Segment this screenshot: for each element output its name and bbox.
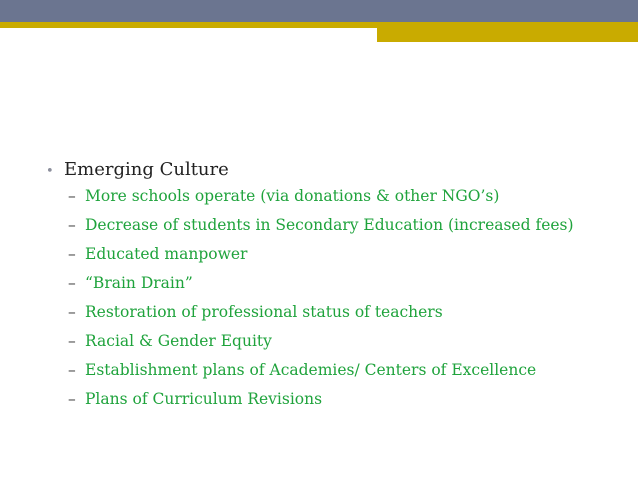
sub-bullet-item bbox=[68, 332, 626, 361]
sub-bullet-item bbox=[68, 390, 626, 419]
dash-icon: – bbox=[68, 245, 76, 263]
slide-content bbox=[46, 159, 626, 419]
main-bullet bbox=[46, 159, 626, 187]
dash-icon: – bbox=[68, 216, 76, 234]
sub-bullet-text: “Brain Drain” bbox=[85, 274, 193, 292]
dash-icon: – bbox=[68, 361, 76, 379]
sub-bullet-text: Restoration of professional status of teachers bbox=[85, 303, 443, 321]
dash-icon: – bbox=[68, 390, 76, 408]
sub-bullet-item bbox=[68, 216, 626, 245]
sub-bullet-item bbox=[68, 274, 626, 303]
bullet-dot-icon: • bbox=[46, 164, 54, 179]
sub-bullet-text: More schools operate (via donations & other NGO’s) bbox=[85, 187, 500, 205]
dash-icon: – bbox=[68, 187, 76, 205]
header-band bbox=[0, 0, 638, 22]
sub-bullet-text: Educated manpower bbox=[85, 245, 248, 263]
sub-bullet-text: Decrease of students in Secondary Education (increased fees) bbox=[85, 216, 574, 234]
sub-bullet-text: Racial & Gender Equity bbox=[85, 332, 272, 350]
dash-icon: – bbox=[68, 303, 76, 321]
sub-bullet-item bbox=[68, 303, 626, 332]
sub-bullet-text: Plans of Curriculum Revisions bbox=[85, 390, 323, 408]
main-bullet-text: Emerging Culture bbox=[64, 159, 229, 180]
sub-bullet-item bbox=[68, 361, 626, 390]
sub-bullet-list bbox=[46, 187, 626, 419]
dash-icon: – bbox=[68, 274, 76, 292]
dash-icon: – bbox=[68, 332, 76, 350]
sub-bullet-text: Establishment plans of Academies/ Centers of Excellence bbox=[85, 361, 537, 379]
sub-bullet-item bbox=[68, 187, 626, 216]
accent-tab bbox=[377, 28, 638, 42]
sub-bullet-item bbox=[68, 245, 626, 274]
